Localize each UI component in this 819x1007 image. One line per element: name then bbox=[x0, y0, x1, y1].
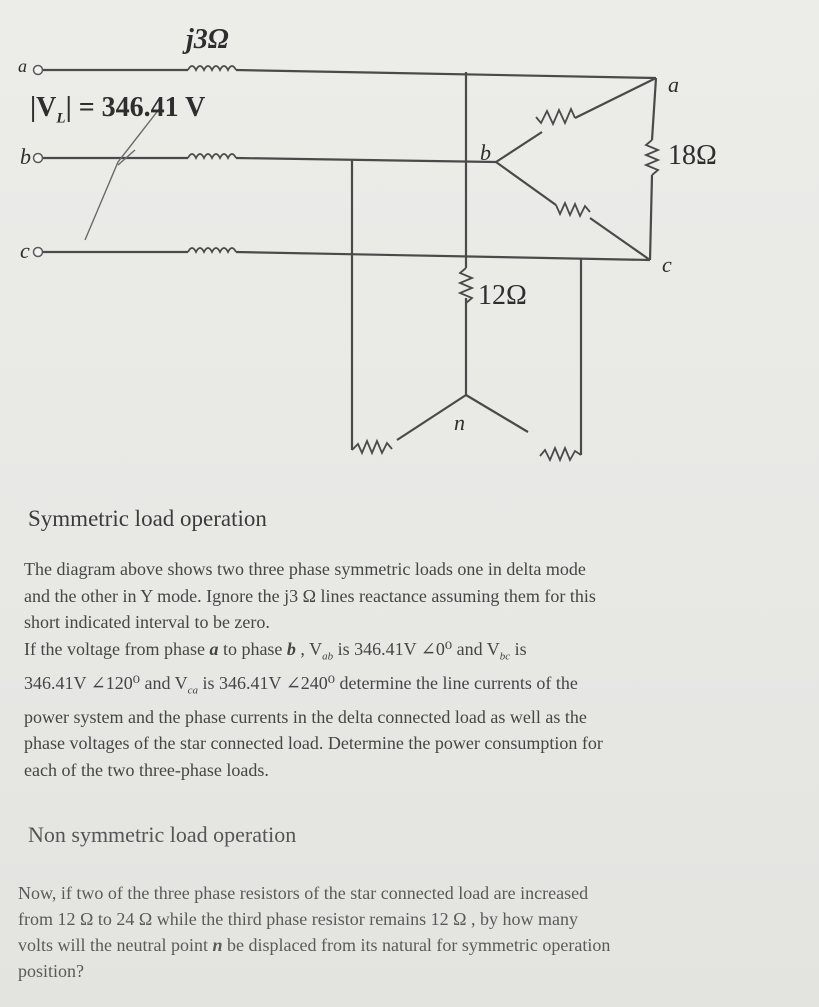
nonsymmetric-title: Non symmetric load operation bbox=[28, 822, 297, 847]
star-resistor-label: 12Ω bbox=[478, 280, 527, 311]
delta-b-to-c bbox=[496, 162, 556, 205]
text-line: The diagram above shows two three phase symmetric loads one in delta mode bbox=[24, 559, 586, 579]
reactance-label: j3Ω bbox=[186, 24, 229, 55]
terminal-b[interactable] bbox=[34, 154, 43, 163]
symmetric-title: Symmetric load operation bbox=[28, 506, 267, 531]
delta-node-a-label: a bbox=[668, 72, 679, 97]
voltage-indicator-line bbox=[85, 108, 160, 240]
inductor-b bbox=[188, 154, 236, 158]
terminal-a[interactable] bbox=[34, 66, 43, 75]
text-line: each of the two three-phase loads. bbox=[24, 759, 269, 780]
delta-resistor-label: 18Ω bbox=[668, 140, 717, 171]
neutral-label: n bbox=[454, 410, 465, 435]
delta-a-to-b bbox=[575, 78, 656, 118]
line-voltage-label: $|V_L| = 346.41$ V bbox=[30, 92, 206, 127]
terminal-b-label: b bbox=[20, 144, 31, 169]
star-resistor-a bbox=[460, 268, 472, 303]
delta-node-a-wire bbox=[652, 78, 656, 140]
terminal-a-label: a bbox=[18, 56, 27, 76]
text-line: short indicated interval to be zero. bbox=[24, 612, 270, 632]
symmetric-problem-text bbox=[24, 556, 794, 783]
star-resistor-b bbox=[352, 441, 392, 453]
text-line: from 12 Ω to 24 Ω while the third phase resistor remains 12 Ω , by how many bbox=[18, 909, 579, 929]
delta-node-c-label: c bbox=[662, 252, 672, 277]
text-line: If the voltage from phase a to phase b , $V_{ab}$ is 346.41V ∠0⁰ and $V_{bc}$ is bbox=[24, 638, 527, 663]
delta-resistor-ac bbox=[646, 140, 658, 175]
text-line: phase voltages of the star connected load. Determine the power consumption for bbox=[24, 733, 603, 754]
text-line: and the other in Y mode. Ignore the j3 Ω lines reactance assuming them for this bbox=[24, 585, 596, 606]
inductor-c bbox=[188, 248, 236, 252]
circuit-diagram bbox=[0, 0, 819, 500]
text-line: volts will the neutral point n be displaced from its natural for symmetric operation bbox=[18, 935, 611, 955]
nonsymmetric-problem-text bbox=[18, 880, 798, 984]
text-line: 346.41V ∠120⁰ and $V_{ca}$ is 346.41V ∠240⁰ determine the line currents of the bbox=[24, 672, 578, 697]
text-line: power system and the phase currents in the delta connected load as well as the bbox=[24, 706, 587, 727]
text-line: position? bbox=[18, 961, 84, 981]
delta-node-b-label: b bbox=[480, 140, 491, 165]
text-line: Now, if two of the three phase resistors of the star connected load are increased bbox=[18, 883, 589, 903]
star-resistor-c bbox=[540, 448, 581, 460]
inductor-a bbox=[188, 66, 236, 70]
terminal-c-label: c bbox=[20, 238, 30, 263]
terminal-c[interactable] bbox=[34, 248, 43, 257]
